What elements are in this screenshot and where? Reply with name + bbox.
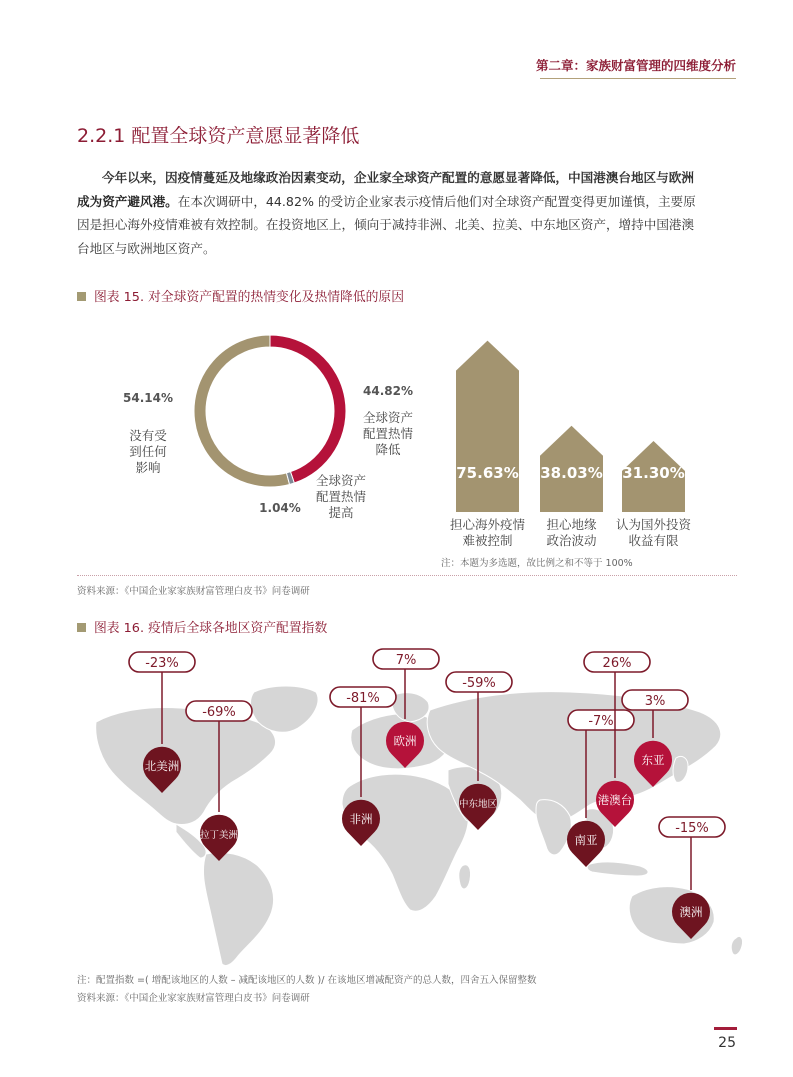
figure-16-marker-icon	[77, 623, 86, 632]
donut-labels	[123, 384, 413, 520]
page-number: 25	[718, 1035, 736, 1051]
bar-0	[456, 341, 519, 512]
region-value-label-0: -23%	[145, 656, 179, 671]
donut-category-label-2-2: 提高	[328, 505, 354, 520]
world-map-land	[96, 686, 743, 966]
land-indonesia	[587, 862, 648, 876]
intro-line-3: 因是担心海外疫情难被有效控制。在投资地区上，倾向于减持非洲、北美、拉美、中东地区资产，增持中国港澳	[77, 217, 695, 232]
donut-chart	[194, 335, 346, 487]
donut-value-label-2: 1.04%	[259, 501, 301, 515]
donut-category-label-1-2: 降低	[375, 442, 401, 457]
chapter-header: 第二章：家族财富管理的四维度分析	[535, 58, 736, 73]
donut-slice-0	[194, 335, 290, 487]
land-japan	[673, 756, 688, 782]
intro-line-2-rest: 在本次调研中，44.82% 的受访企业家表示疫情后他们对全球资产配置变得更加谨慎，主要原	[177, 193, 696, 209]
header-rule	[540, 78, 736, 79]
figure-15-chart	[0, 300, 793, 580]
figure-16-title	[77, 617, 327, 636]
region-value-label-5: -7%	[588, 714, 614, 729]
region-value-label-1: -69%	[202, 705, 236, 720]
figure-16-map	[0, 640, 793, 970]
region-name-label-2: 非洲	[349, 812, 373, 826]
figure-16-source: 资料来源：《中国企业家家族财富管理白皮书》问卷调研	[77, 993, 310, 1004]
donut-category-label-0-0: 没有受	[129, 428, 167, 443]
donut-category-label-1-1: 配置热情	[362, 426, 414, 441]
bar-category-label-0-1: 难被控制	[462, 533, 513, 548]
intro-line-1: 今年以来，因疫情蔓延及地缘政治因素变动，企业家全球资产配置的意愿显著降低，中国港澳台地区与欧洲	[102, 170, 694, 185]
figure-16-title-text: 图表 16. 疫情后全球各地区资产配置指数	[94, 621, 328, 636]
intro-paragraph	[77, 166, 739, 260]
region-name-label-5: 南亚	[574, 833, 598, 847]
donut-category-label-0-1: 到任何	[129, 444, 167, 459]
figure-15-source: 资料来源：《中国企业家家族财富管理白皮书》问卷调研	[77, 586, 310, 597]
land-south-america	[203, 853, 273, 966]
intro-line-2-bold: 成为资产避风港。	[77, 193, 178, 209]
region-name-label-0: 北美洲	[144, 759, 180, 773]
donut-value-label-1: 44.82%	[363, 384, 413, 398]
region-name-label-4: 中东地区	[458, 799, 498, 810]
donut-category-label-1-0: 全球资产	[362, 410, 414, 425]
region-value-label-7: 3%	[644, 694, 666, 709]
region-name-label-6: 港澳台	[597, 793, 633, 807]
figure-15-note: 注：本题为多选题，故比例之和不等于 100%	[441, 558, 633, 569]
donut-category-label-2-1: 配置热情	[315, 489, 367, 504]
region-value-label-2: -81%	[346, 691, 380, 706]
region-value-label-6: 26%	[602, 656, 632, 671]
bar-value-label-2: 31.30%	[622, 464, 685, 482]
region-value-label-3: 7%	[395, 653, 417, 668]
figure-16-note: 注：配置指数 =( 增配该地区的人数 – 减配该地区的人数 )/ 在该地区增减配资产的总人数，四舍五入保留整数	[77, 975, 537, 986]
donut-value-label-0: 54.14%	[123, 391, 173, 405]
bar-value-label-0: 75.63%	[456, 464, 519, 482]
intro-line-2	[77, 190, 739, 214]
bar-category-label-2-0: 认为国外投资	[615, 517, 692, 532]
page-number-rule	[714, 1027, 737, 1030]
section-title: 2.2.1 配置全球资产意愿显著降低	[77, 125, 360, 147]
bar-category-label-0-0: 担心海外疫情	[449, 517, 526, 532]
bar-value-label-1: 38.03%	[540, 464, 603, 482]
region-value-label-8: -15%	[675, 821, 709, 836]
land-north-america	[96, 708, 276, 825]
bar-chart	[450, 341, 692, 548]
bar-category-label-1-0: 担心地缘	[546, 517, 597, 532]
donut-category-label-2-0: 全球资产	[315, 473, 367, 488]
region-name-label-8: 澳洲	[679, 905, 703, 919]
figure-15-title-text: 图表 15. 对全球资产配置的热情变化及热情降低的原因	[94, 290, 405, 305]
donut-slice-1	[270, 335, 346, 483]
bar-category-label-2-1: 收益有限	[628, 533, 679, 548]
region-name-label-1: 拉丁美洲	[199, 830, 239, 841]
intro-line-4: 台地区与欧洲地区资产。	[77, 240, 216, 256]
region-name-label-7: 东亚	[641, 753, 665, 767]
figure-15-divider	[77, 575, 737, 576]
donut-category-label-0-2: 影响	[135, 460, 161, 475]
region-name-label-3: 欧洲	[393, 734, 417, 748]
bar-category-label-1-1: 政治波动	[546, 533, 597, 548]
land-new-zealand	[731, 936, 742, 954]
region-value-label-4: -59%	[462, 676, 496, 691]
land-madagascar	[459, 865, 471, 889]
